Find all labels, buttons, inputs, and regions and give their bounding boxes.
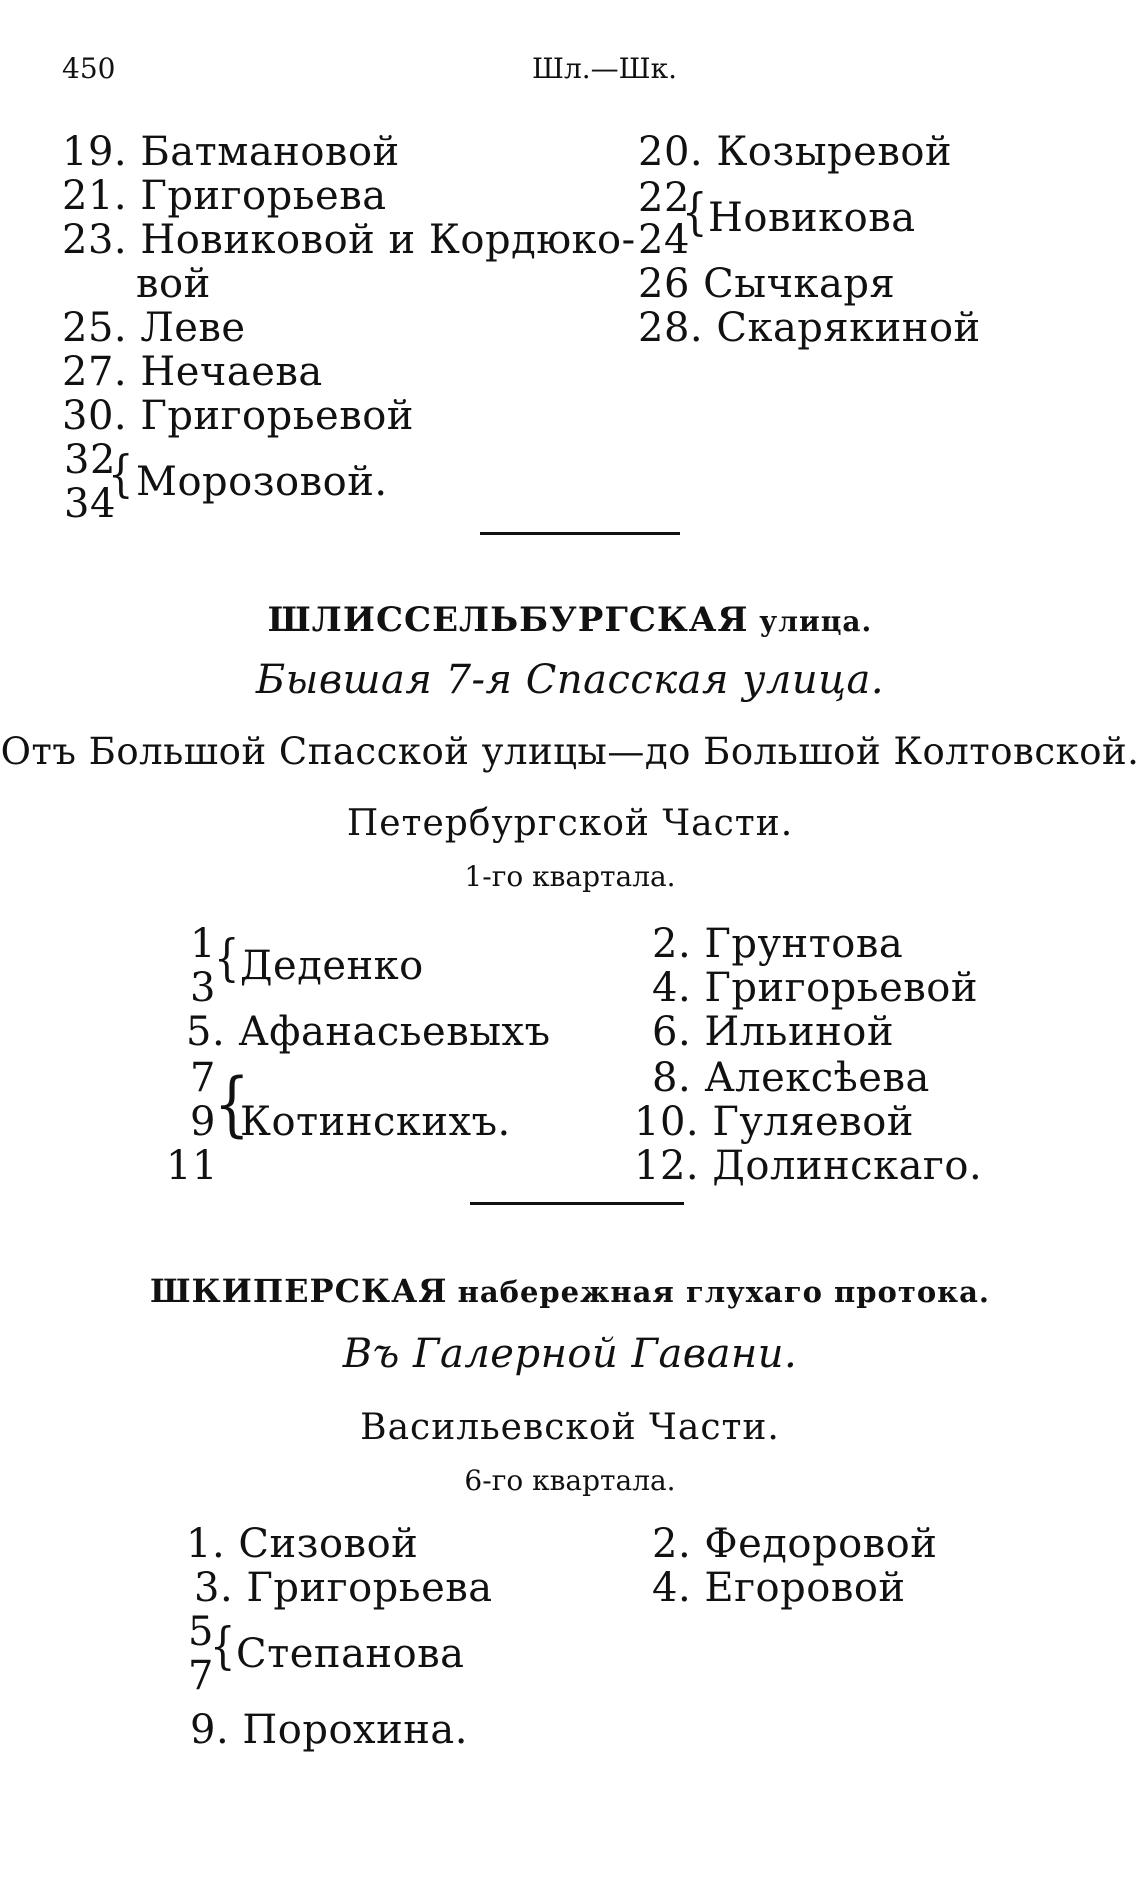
list-item-number: 22 bbox=[638, 175, 690, 221]
list-item: 9. Порохина. bbox=[190, 1707, 468, 1753]
list-item-owner: Котинскихъ. bbox=[240, 1099, 511, 1145]
list-item: 2. Грунтова bbox=[652, 921, 904, 967]
list-item-number: 9 bbox=[190, 1099, 216, 1145]
list-item: 27. Нечаева bbox=[62, 349, 323, 395]
list-item-continuation: вой bbox=[136, 261, 211, 307]
brace-icon: { bbox=[210, 1618, 236, 1676]
list-item: 3. Григорьева bbox=[194, 1565, 493, 1611]
list-item-number: 7 bbox=[190, 1055, 216, 1101]
list-item: 28. Скарякиной bbox=[638, 305, 981, 351]
quarter-name: 6-го квартала. bbox=[464, 1464, 676, 1497]
list-item: 23. Новиковой и Кордюко- bbox=[62, 217, 636, 263]
list-item-number: 3 bbox=[190, 965, 216, 1011]
list-item: 5. Афанасьевыхъ bbox=[186, 1009, 551, 1055]
list-item: 10. Гуляевой bbox=[634, 1099, 914, 1145]
list-item-number: 24 bbox=[638, 217, 690, 263]
list-item: 1. Сизовой bbox=[186, 1521, 419, 1567]
section-title-name: ШКИПЕРСКАЯ bbox=[149, 1272, 448, 1310]
list-item-number: 32 bbox=[64, 437, 116, 483]
running-title: Шл.—Шк. bbox=[532, 52, 677, 85]
list-item-owner: Степанова bbox=[236, 1631, 465, 1677]
list-item: 6. Ильиной bbox=[652, 1009, 895, 1055]
list-item: 19. Батмановой bbox=[62, 129, 400, 175]
section-title-name: ШЛИССЕЛЬБУРГСКАЯ bbox=[267, 600, 749, 640]
district-name: Васильевской Части. bbox=[360, 1407, 780, 1448]
list-item-number: 7 bbox=[188, 1653, 214, 1699]
list-item-owner: Новикова bbox=[708, 195, 916, 241]
list-item: 21. Григорьева bbox=[62, 173, 387, 219]
list-item: 2. Федоровой bbox=[652, 1521, 938, 1567]
list-item: 25. Леве bbox=[62, 305, 246, 351]
list-item-owner: Деденко bbox=[240, 943, 424, 989]
list-item-number: 5 bbox=[188, 1609, 214, 1655]
street-extent: Отъ Большой Спасской улицы—до Большой Колтовской. bbox=[0, 730, 1140, 773]
section-title bbox=[0, 1272, 1140, 1310]
section-title-type: улица. bbox=[759, 605, 873, 638]
section-title bbox=[0, 600, 1140, 640]
list-item: 30. Григорьевой bbox=[62, 393, 414, 439]
divider bbox=[480, 532, 680, 535]
list-item: 4. Егоровой bbox=[652, 1565, 906, 1611]
section-title-type: набережная глухаго протока. bbox=[457, 1275, 991, 1309]
brace-icon: { bbox=[214, 1064, 250, 1146]
divider bbox=[470, 1202, 684, 1205]
list-item-number: 34 bbox=[64, 481, 116, 527]
brace-icon: { bbox=[682, 184, 708, 242]
list-item-owner: Морозовой. bbox=[136, 459, 388, 505]
list-item: 4. Григорьевой bbox=[652, 965, 978, 1011]
list-item-number: 1 bbox=[190, 921, 216, 967]
list-item: 26 Сычкаря bbox=[638, 261, 896, 307]
list-item: 20. Козыревой bbox=[638, 129, 953, 175]
quarter-name: 1-го квартала. bbox=[464, 860, 676, 893]
former-name: Бывшая 7-я Спасская улица. bbox=[255, 657, 885, 703]
brace-icon: { bbox=[214, 930, 240, 988]
list-item-number: 11 bbox=[166, 1143, 218, 1189]
district-name: Петербургской Части. bbox=[346, 803, 794, 844]
brace-icon: { bbox=[108, 446, 134, 504]
page-number: 450 bbox=[62, 52, 116, 85]
location: Въ Галерной Гавани. bbox=[342, 1331, 798, 1377]
list-item: 12. Долинскаго. bbox=[634, 1143, 983, 1189]
list-item: 8. Алексѣева bbox=[652, 1055, 930, 1101]
